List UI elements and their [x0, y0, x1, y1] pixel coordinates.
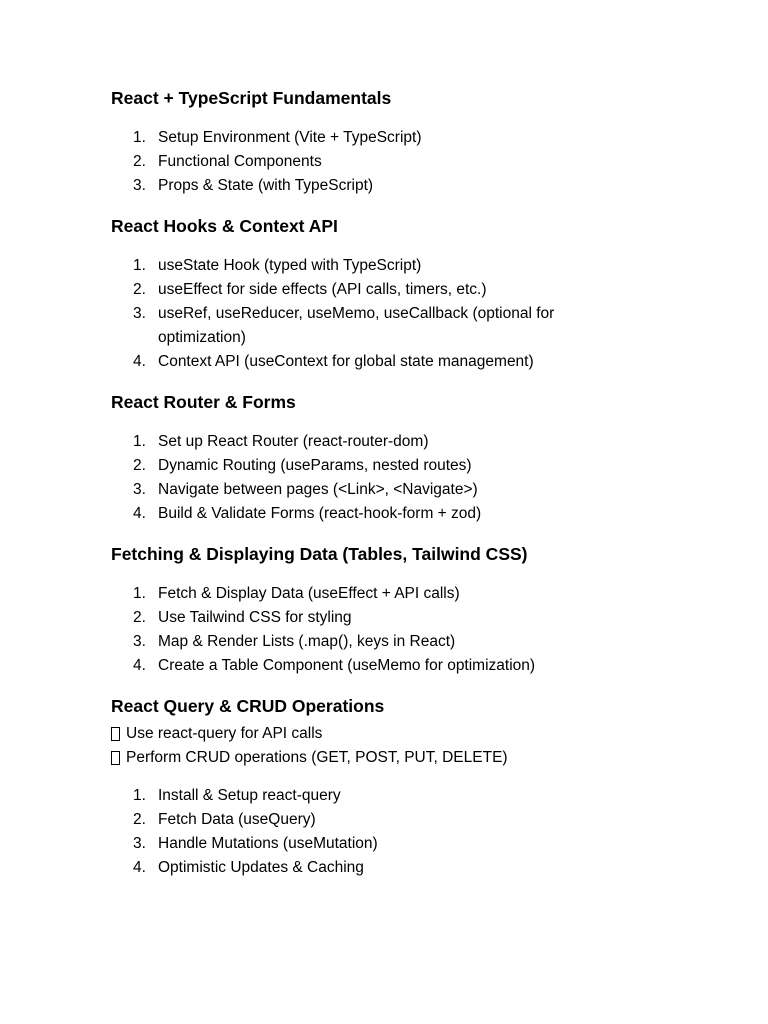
list-item	[111, 856, 671, 880]
numbered-list	[111, 254, 671, 374]
list-item	[111, 606, 671, 630]
list-number: 4.	[133, 657, 146, 674]
list-item-text: Create a Table Component (useMemo for optimization)	[158, 657, 536, 674]
list-number: 1.	[133, 585, 146, 602]
list-item-text: Optimistic Updates & Caching	[158, 859, 364, 876]
list-item	[111, 254, 671, 278]
section-fetching-displaying-data	[111, 542, 671, 678]
section-heading: React Hooks & Context API	[111, 216, 338, 236]
list-number: 1.	[133, 129, 146, 146]
list-item	[111, 150, 671, 174]
list-item	[111, 350, 671, 374]
list-number: 2.	[133, 153, 146, 170]
list-item	[111, 832, 671, 856]
list-item-text: Fetch Data (useQuery)	[158, 811, 316, 828]
list-number: 4.	[133, 353, 146, 370]
list-item	[111, 278, 671, 302]
list-item	[111, 654, 671, 678]
list-item	[111, 582, 671, 606]
list-number: 3.	[133, 177, 146, 194]
list-item-text: Build & Validate Forms (react-hook-form + zod)	[158, 505, 482, 522]
list-number: 4.	[133, 859, 146, 876]
list-item	[111, 478, 671, 502]
list-item-text: Props & State (with TypeScript)	[158, 177, 374, 194]
list-item-text: Setup Environment (Vite + TypeScript)	[158, 129, 422, 146]
section-react-router-forms	[111, 390, 671, 526]
list-number: 1.	[133, 433, 146, 450]
list-item	[111, 502, 671, 526]
list-number: 3.	[133, 835, 146, 852]
section-react-hooks-context	[111, 214, 671, 374]
list-number: 1.	[133, 787, 146, 804]
numbered-list	[111, 126, 671, 198]
list-number: 2.	[133, 457, 146, 474]
list-item-text: Handle Mutations (useMutation)	[158, 835, 378, 852]
list-item-text: Functional Components	[158, 153, 322, 170]
list-item	[111, 126, 671, 150]
missing-glyph-icon	[111, 727, 120, 741]
list-item	[111, 430, 671, 454]
list-item-text: Install & Setup react-query	[158, 787, 341, 804]
section-heading: React + TypeScript Fundamentals	[111, 88, 392, 108]
bullet-lines	[111, 722, 671, 770]
bullet-line	[111, 746, 671, 770]
list-item-text: Use Tailwind CSS for styling	[158, 609, 352, 626]
bullet-line	[111, 722, 671, 746]
list-item-text: Context API (useContext for global state management)	[158, 353, 534, 370]
list-item-text: useEffect for side effects (API calls, timers, etc.)	[158, 281, 487, 298]
list-number: 1.	[133, 257, 146, 274]
list-item	[111, 302, 671, 350]
numbered-list	[111, 582, 671, 678]
list-number: 3.	[133, 633, 146, 650]
bullet-text: Use react-query for API calls	[126, 725, 323, 742]
list-item	[111, 454, 671, 478]
numbered-list	[111, 430, 671, 526]
list-item-text: Map & Render Lists (.map(), keys in React)	[158, 633, 456, 650]
section-heading: React Router & Forms	[111, 392, 296, 412]
list-item-text: Fetch & Display Data (useEffect + API calls)	[158, 585, 460, 602]
list-item-text: useState Hook (typed with TypeScript)	[158, 257, 422, 274]
list-number: 3.	[133, 481, 146, 498]
list-item	[111, 174, 671, 198]
list-item	[111, 784, 671, 808]
list-number: 2.	[133, 609, 146, 626]
section-react-query-crud	[111, 694, 671, 880]
list-item-text: Dynamic Routing (useParams, nested routes)	[158, 457, 472, 474]
list-item	[111, 630, 671, 654]
numbered-list	[111, 784, 671, 880]
bullet-text: Perform CRUD operations (GET, POST, PUT, DELETE)	[126, 749, 508, 766]
missing-glyph-icon	[111, 751, 120, 765]
list-item	[111, 808, 671, 832]
list-item-text: Set up React Router (react-router-dom)	[158, 433, 429, 450]
list-number: 3.	[133, 305, 146, 322]
list-number: 2.	[133, 281, 146, 298]
list-item-text: useRef, useReducer, useMemo, useCallback (optional for optimization)	[158, 305, 555, 346]
document-content	[111, 86, 671, 896]
list-number: 2.	[133, 811, 146, 828]
section-heading: React Query & CRUD Operations	[111, 696, 385, 716]
list-item-text: Navigate between pages (<Link>, <Navigate>)	[158, 481, 478, 498]
section-react-typescript-fundamentals	[111, 86, 671, 198]
section-heading: Fetching & Displaying Data (Tables, Tailwind CSS)	[111, 544, 528, 564]
list-number: 4.	[133, 505, 146, 522]
